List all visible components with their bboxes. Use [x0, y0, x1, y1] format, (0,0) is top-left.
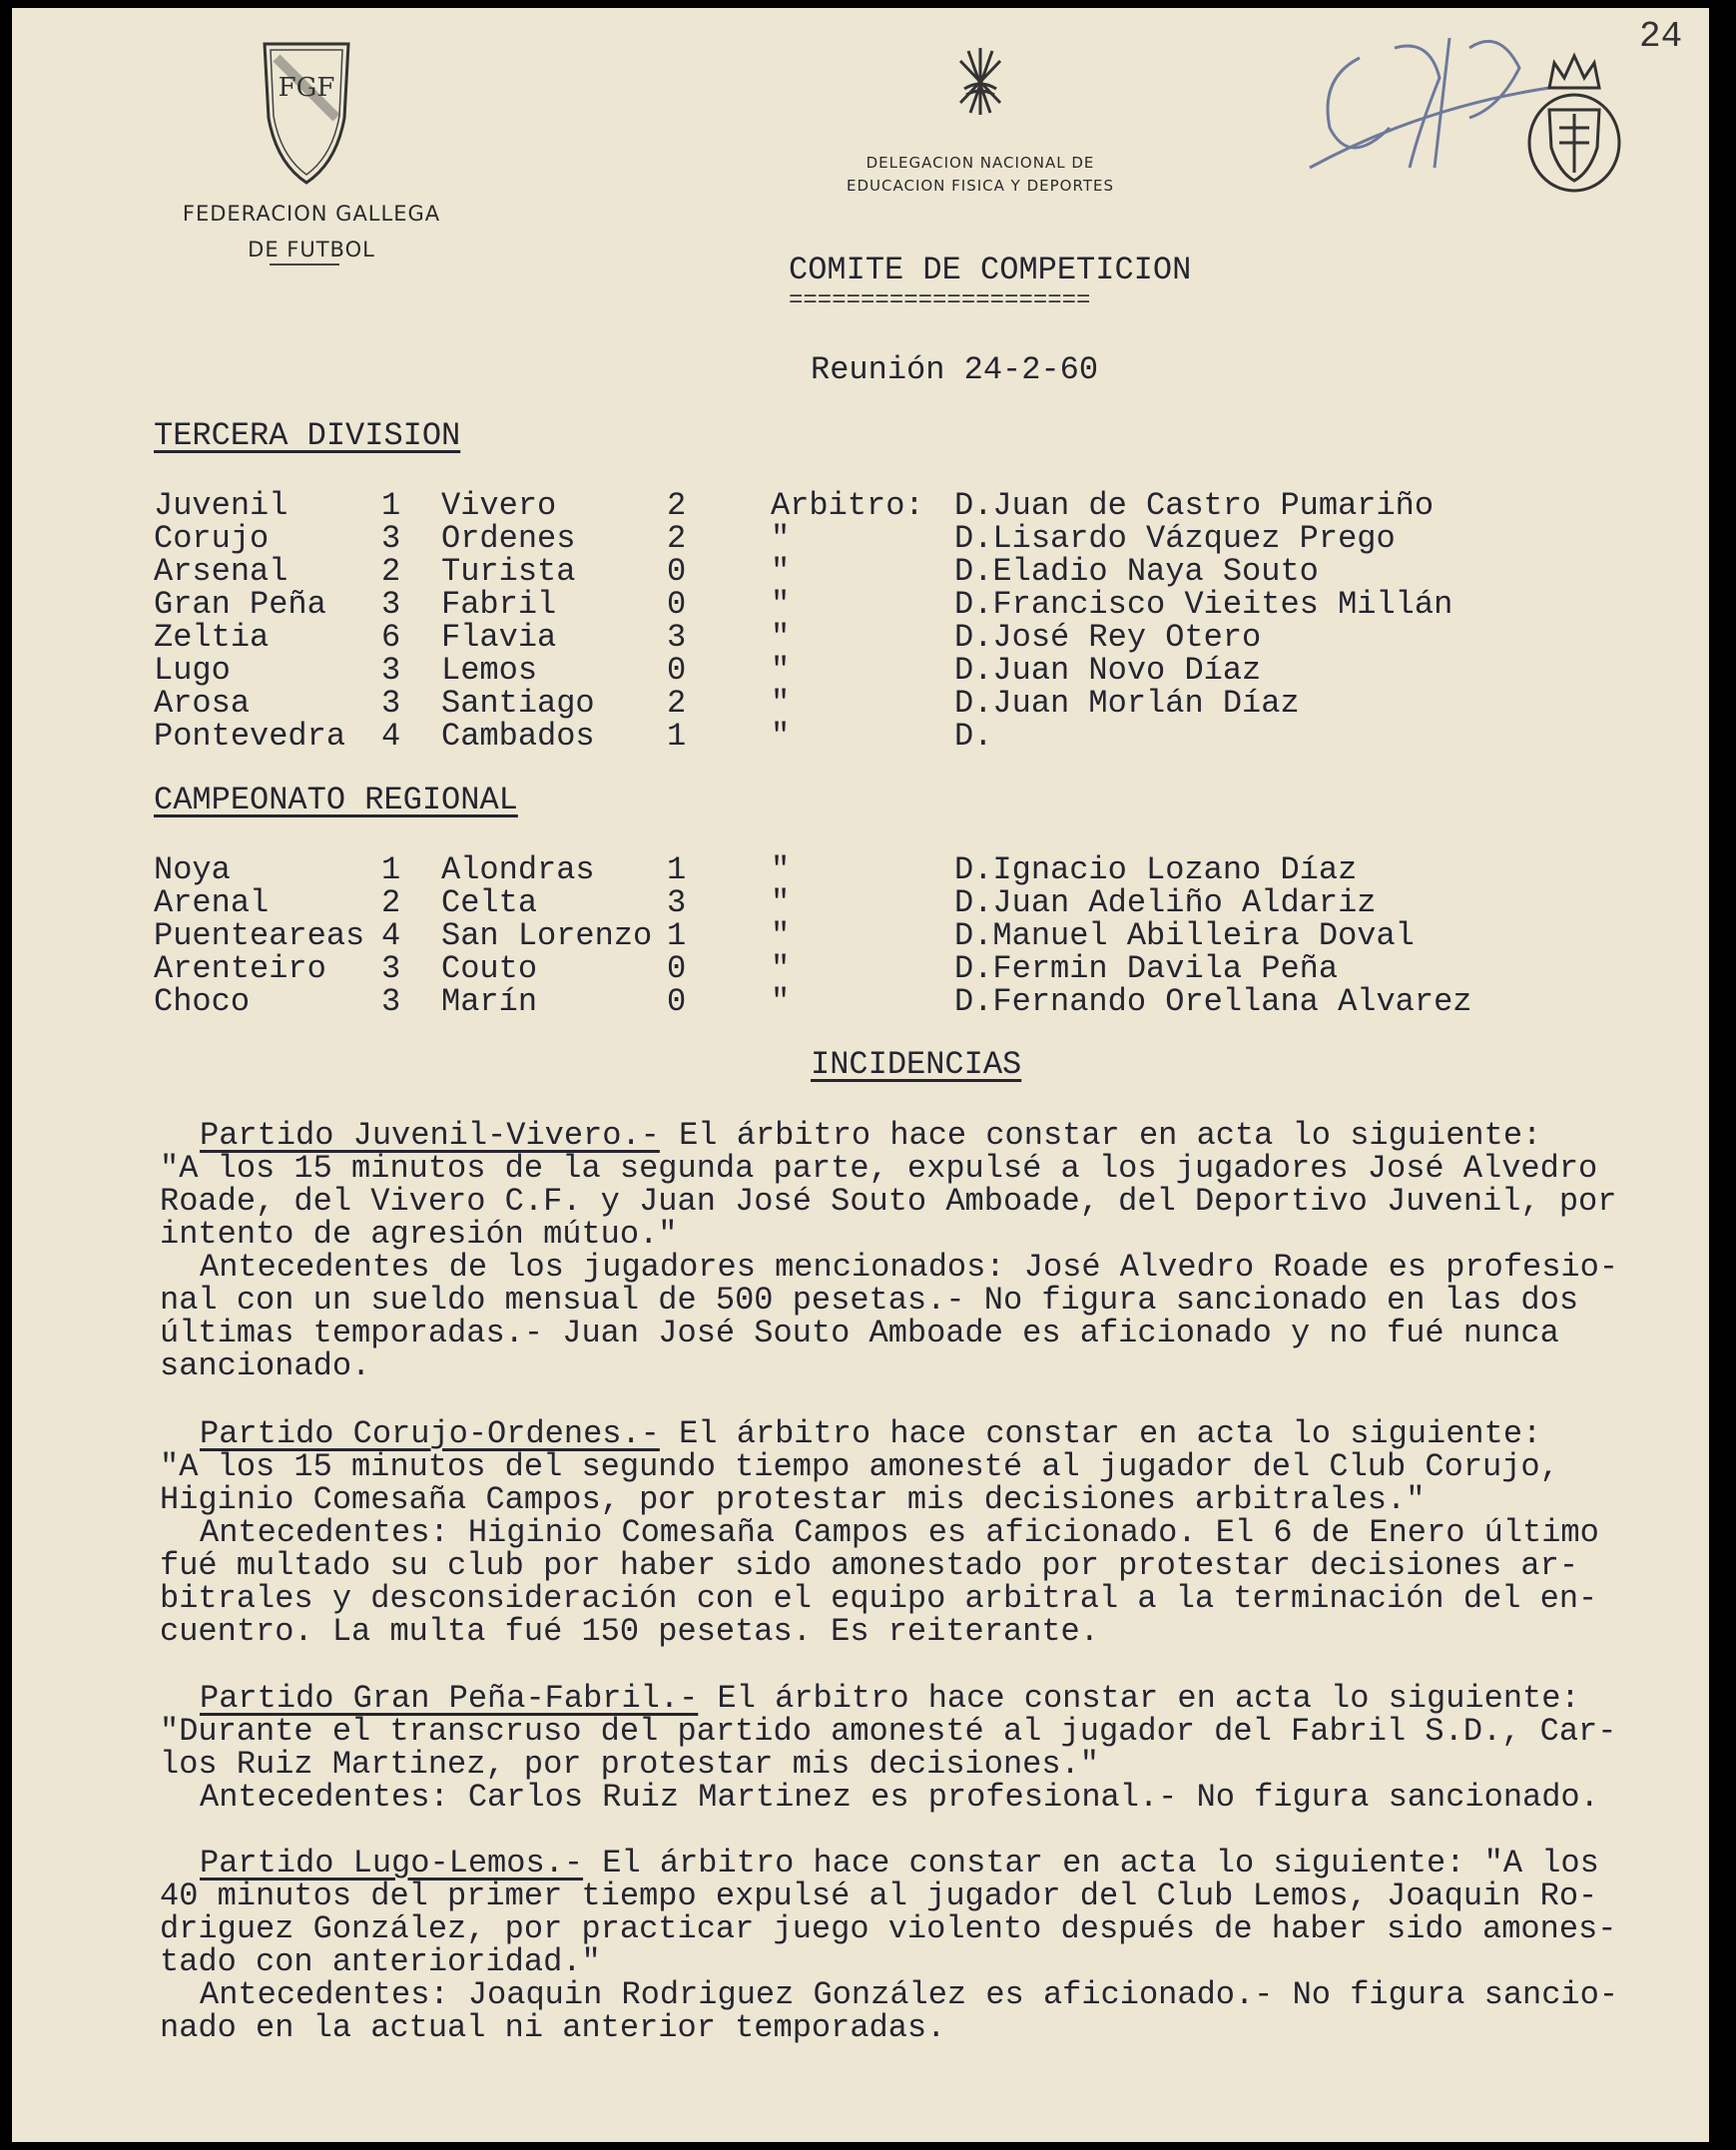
- meeting-date: Reunión 24-2-60: [811, 351, 1099, 388]
- incident-first-line: [160, 1119, 1697, 1152]
- incident-text: El árbitro hace constar en acta lo siguiente:: [698, 1680, 1580, 1717]
- away-score: 0: [667, 983, 687, 1020]
- referee-name: D.Fermin Davila Peña: [954, 950, 1339, 987]
- away-score: 3: [667, 619, 687, 656]
- regional-championship-heading: CAMPEONATO REGIONAL: [154, 782, 518, 818]
- federation-shield-logo: [257, 38, 356, 188]
- crowned-crest-logo: [1519, 48, 1629, 198]
- incident-first-line: [160, 1682, 1697, 1715]
- incident-text-line: "A los 15 minutos de la segunda parte, expulsé a los jugadores José Alvedro: [160, 1150, 1598, 1187]
- delegation-name: [816, 152, 1145, 198]
- home-team: Puenteareas: [154, 917, 365, 954]
- incident-text-line: bitrales y desconsideración con el equipo arbitral a la terminación del en-: [160, 1580, 1598, 1617]
- incident-text-line: los Ruiz Martinez, por protestar mis decisiones.": [160, 1746, 1099, 1783]
- home-team: Arsenal: [154, 553, 289, 590]
- away-score: 2: [667, 487, 687, 524]
- document-page: [12, 8, 1709, 2142]
- away-team: Celta: [441, 884, 538, 921]
- incident-text-line: cuentro. La multa fué 150 pesetas. Es reiterante.: [160, 1613, 1099, 1650]
- referee-name: D.Juan Adeliño Aldariz: [954, 884, 1377, 921]
- incident-paragraph: [160, 1417, 1697, 1648]
- referee-name: D.Juan de Castro Pumariño: [954, 487, 1435, 524]
- away-score: 1: [667, 851, 687, 888]
- away-score: 0: [667, 586, 687, 623]
- incident-paragraph: [160, 1847, 1697, 2044]
- incident-text-line: últimas temporadas.- Juan José Souto Amboade es aficionado y no fué nunca: [160, 1315, 1559, 1351]
- incident-title: Partido Corujo-Ordenes.-: [200, 1415, 660, 1452]
- home-team: Arenteiro: [154, 950, 326, 987]
- incident-text-line: Roade, del Vivero C.F. y Juan José Souto Amboade, del Deportivo Juvenil, por: [160, 1183, 1617, 1220]
- federation-divider: [270, 264, 339, 266]
- home-score: 3: [381, 685, 401, 722]
- away-team: Couto: [441, 950, 538, 987]
- incident-paragraph: [160, 1119, 1697, 1382]
- away-team: Flavia: [441, 619, 557, 656]
- home-team: Gran Peña: [154, 586, 326, 623]
- away-team: Vivero: [441, 487, 557, 524]
- incident-title: Partido Lugo-Lemos.-: [200, 1845, 584, 1881]
- away-score: 1: [667, 917, 687, 954]
- home-team: Lugo: [154, 652, 231, 689]
- page-number: 24: [1639, 16, 1683, 57]
- referee-label: ": [771, 950, 791, 987]
- home-score: 2: [381, 553, 401, 590]
- incident-first-line: [160, 1847, 1697, 1880]
- home-score: 1: [381, 851, 401, 888]
- title-underline-rule: =====================: [789, 287, 1091, 314]
- home-team: Juvenil: [154, 487, 289, 524]
- incident-title: Partido Juvenil-Vivero.-: [200, 1117, 660, 1154]
- referee-label: ": [771, 917, 791, 954]
- incident-text: El árbitro hace constar en acta lo siguiente: "A los: [583, 1845, 1599, 1881]
- away-team: Santiago: [441, 685, 595, 722]
- home-score: 3: [381, 586, 401, 623]
- home-team: Arosa: [154, 685, 251, 722]
- incident-text-line: fué multado su club por haber sido amonestado por protestar decisiones ar-: [160, 1547, 1579, 1584]
- incident-text-line: nado en la actual ni anterior temporadas.: [160, 2009, 946, 2046]
- incident-title: Partido Gran Peña-Fabril.-: [200, 1680, 699, 1717]
- referee-name: D.Juan Morlán Díaz: [954, 685, 1300, 722]
- incident-text-line: "A los 15 minutos del segundo tiempo amonesté al jugador del Club Corujo,: [160, 1448, 1559, 1485]
- home-team: Arenal: [154, 884, 270, 921]
- home-team: Pontevedra: [154, 718, 346, 755]
- referee-label: ": [771, 619, 791, 656]
- away-team: Cambados: [441, 718, 595, 755]
- referee-label: ": [771, 851, 791, 888]
- away-team: Lemos: [441, 652, 538, 689]
- away-score: 2: [667, 520, 687, 557]
- delegation-name-line1: DELEGACION NACIONAL DE: [866, 154, 1095, 172]
- incidents-heading: INCIDENCIAS: [811, 1046, 1022, 1083]
- referee-name: D.Manuel Abilleira Doval: [954, 917, 1415, 954]
- away-team: Turista: [441, 553, 576, 590]
- away-team: Marín: [441, 983, 538, 1020]
- federation-name-line1: FEDERACION GALLEGA: [182, 202, 441, 226]
- tercera-division-heading: TERCERA DIVISION: [154, 417, 461, 454]
- referee-label: ": [771, 884, 791, 921]
- away-team: Fabril: [441, 586, 557, 623]
- incident-text-line: tado con anterioridad.": [160, 1943, 601, 1980]
- referee-label: ": [771, 718, 791, 755]
- home-team: Zeltia: [154, 619, 270, 656]
- home-score: 3: [381, 520, 401, 557]
- referee-name: D.: [954, 718, 993, 755]
- incident-paragraph: [160, 1682, 1697, 1814]
- home-team: Corujo: [154, 520, 270, 557]
- away-score: 1: [667, 718, 687, 755]
- yoke-arrows-emblem-icon: [950, 43, 1010, 123]
- away-score: 0: [667, 652, 687, 689]
- referee-label: ": [771, 586, 791, 623]
- home-score: 3: [381, 652, 401, 689]
- home-score: 3: [381, 983, 401, 1020]
- incident-text-line: "Durante el transcruso del partido amonesté al jugador del Fabril S.D., Car-: [160, 1713, 1617, 1750]
- away-score: 0: [667, 553, 687, 590]
- referee-name: D.Juan Novo Díaz: [954, 652, 1262, 689]
- delegation-name-line2: EDUCACION FISICA Y DEPORTES: [847, 177, 1114, 195]
- referee-name: D.Fernando Orellana Alvarez: [954, 983, 1472, 1020]
- referee-name: D.Francisco Vieites Millán: [954, 586, 1453, 623]
- away-team: Ordenes: [441, 520, 576, 557]
- incident-text-line: Higinio Comesaña Campos, por protestar mis decisiones arbitrales.": [160, 1481, 1426, 1518]
- incident-text-line: Antecedentes de los jugadores mencionados: José Alvedro Roade es profesio-: [200, 1249, 1619, 1286]
- away-score: 3: [667, 884, 687, 921]
- referee-label: ": [771, 652, 791, 689]
- home-score: 1: [381, 487, 401, 524]
- referee-label: ": [771, 553, 791, 590]
- incident-text: El árbitro hace constar en acta lo siguiente:: [659, 1415, 1542, 1452]
- incident-text-line: Antecedentes: Carlos Ruiz Martinez es profesional.- No figura sancionado.: [200, 1779, 1599, 1816]
- incident-text-line: intento de agresión mútuo.": [160, 1216, 678, 1253]
- federation-name-line2: DE FUTBOL: [248, 238, 375, 262]
- incident-text-line: sancionado.: [160, 1347, 371, 1384]
- away-team: Alondras: [441, 851, 595, 888]
- referee-label: Arbitro:: [771, 487, 924, 524]
- away-score: 0: [667, 950, 687, 987]
- incident-text-line: 40 minutos del primer tiempo expulsé al jugador del Club Lemos, Joaquin Ro-: [160, 1878, 1598, 1914]
- federation-name: [142, 196, 481, 268]
- shield-monogram: FGF: [278, 73, 335, 103]
- referee-label: ": [771, 520, 791, 557]
- committee-title: COMITE DE COMPETICION: [789, 252, 1192, 288]
- referee-name: D.Eladio Naya Souto: [954, 553, 1319, 590]
- home-team: Noya: [154, 851, 231, 888]
- referee-name: D.José Rey Otero: [954, 619, 1262, 656]
- incident-text-line: Antecedentes: Joaquin Rodriguez González es aficionado.- No figura sancio-: [200, 1976, 1619, 2013]
- home-score: 4: [381, 718, 401, 755]
- away-score: 2: [667, 685, 687, 722]
- referee-name: D.Lisardo Vázquez Prego: [954, 520, 1396, 557]
- referee-label: ": [771, 983, 791, 1020]
- referee-name: D.Ignacio Lozano Díaz: [954, 851, 1358, 888]
- home-score: 2: [381, 884, 401, 921]
- incident-text-line: driguez González, por practicar juego violento después de haber sido amones-: [160, 1910, 1617, 1947]
- home-score: 3: [381, 950, 401, 987]
- away-team: San Lorenzo: [441, 917, 653, 954]
- home-score: 4: [381, 917, 401, 954]
- home-team: Choco: [154, 983, 251, 1020]
- home-score: 6: [381, 619, 401, 656]
- incident-text-line: nal con un sueldo mensual de 500 pesetas.- No figura sancionado en las dos: [160, 1282, 1579, 1319]
- incident-text: El árbitro hace constar en acta lo siguiente:: [659, 1117, 1542, 1154]
- incident-first-line: [160, 1417, 1697, 1450]
- referee-label: ": [771, 685, 791, 722]
- incident-text-line: Antecedentes: Higinio Comesaña Campos es aficionado. El 6 de Enero último: [200, 1514, 1599, 1551]
